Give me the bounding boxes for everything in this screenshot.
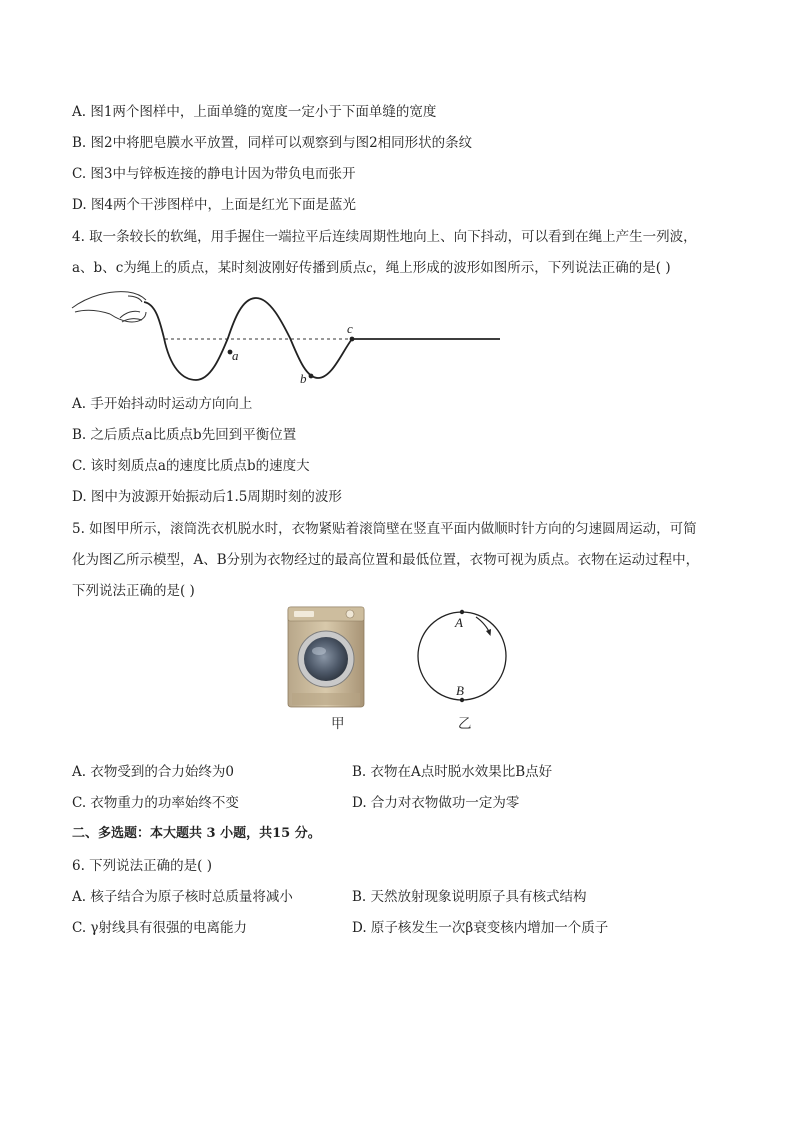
washing-machine-image [286,605,366,709]
q5-stem-line2: 化为图乙所示模型，A、B分别为衣物经过的最高位置和最低位置，衣物可视为质点。衣物在运动过程中， [72,552,700,568]
point-c [350,337,355,342]
label-A: A [455,615,463,630]
caption-jia: 甲 [331,716,345,732]
circular-motion-diagram [412,606,512,706]
q3-option-b: B. 图2中将肥皂膜水平放置，同样可以观察到与图2相同形状的条纹 [72,135,473,151]
point-A [460,610,464,614]
q6-option-a: A. 核子结合为原子核时总质量将减小 [72,889,293,905]
q4-stem-part1: a、b、c为绳上的质点，某时刻波刚好传播到质点 [72,260,367,276]
q6-option-d: D. 原子核发生一次β衰变核内增加一个质子 [352,920,609,936]
q4-stem-line2 [72,259,671,277]
q4-stem-var-c: c [366,260,373,275]
q4-option-b: B. 之后质点a比质点b先回到平衡位置 [72,427,297,443]
q5-option-a: A. 衣物受到的合力始终为0 [72,764,234,780]
q3-option-d: D. 图4两个干涉图样中，上面是红光下面是蓝光 [72,197,357,213]
label-b: b [300,371,307,386]
q6-option-b: B. 天然放射现象说明原子具有核式结构 [352,889,587,905]
q5-option-c: C. 衣物重力的功率始终不变 [72,795,239,811]
hand-icon [72,292,146,322]
q6-option-c: C. γ射线具有很强的电离能力 [72,920,247,936]
q5-stem-line1: 5. 如图甲所示，滚筒洗衣机脱水时，衣物紧贴着滚筒壁在竖直平面内做顺时针方向的匀速圆周运动，可简 [72,521,697,537]
q6-stem: 6. 下列说法正确的是( ) [72,858,212,874]
caption-yi: 乙 [458,716,472,732]
rope-start [144,302,164,338]
arrow-head [486,629,491,636]
point-b [309,374,314,379]
point-B [460,698,464,702]
q5-stem-line3: 下列说法正确的是( ) [72,583,195,599]
q4-stem-line1: 4. 取一条较长的软绳，用手握住一端拉平后连续周期性地向上、向下抖动，可以看到在绳上产生一列波， [72,229,697,245]
label-a: a [232,348,239,363]
section-title-multiple-choice: 二、多选题：本大题共 3 小题，共15 分。 [72,826,321,841]
label-B: B [456,683,464,698]
q4-option-c: C. 该时刻质点a的速度比质点b的速度大 [72,458,310,474]
q3-option-c: C. 图3中与锌板连接的静电计因为带负电而张开 [72,166,356,182]
label-c: c [347,321,353,336]
q5-option-b: B. 衣物在A点时脱水效果比B点好 [352,764,553,780]
q4-option-d: D. 图中为波源开始振动后1.5周期时刻的波形 [72,489,342,505]
q5-option-d: D. 合力对衣物做功一定为零 [352,795,520,811]
q4-stem-part2: ，绳上形成的波形如图所示，下列说法正确的是( ) [372,260,671,276]
rope-wave-figure [70,282,510,392]
q4-option-a: A. 手开始抖动时运动方向向上 [72,396,253,412]
q3-option-a: A. 图1两个图样中，上面单缝的宽度一定小于下面单缝的宽度 [72,104,437,120]
